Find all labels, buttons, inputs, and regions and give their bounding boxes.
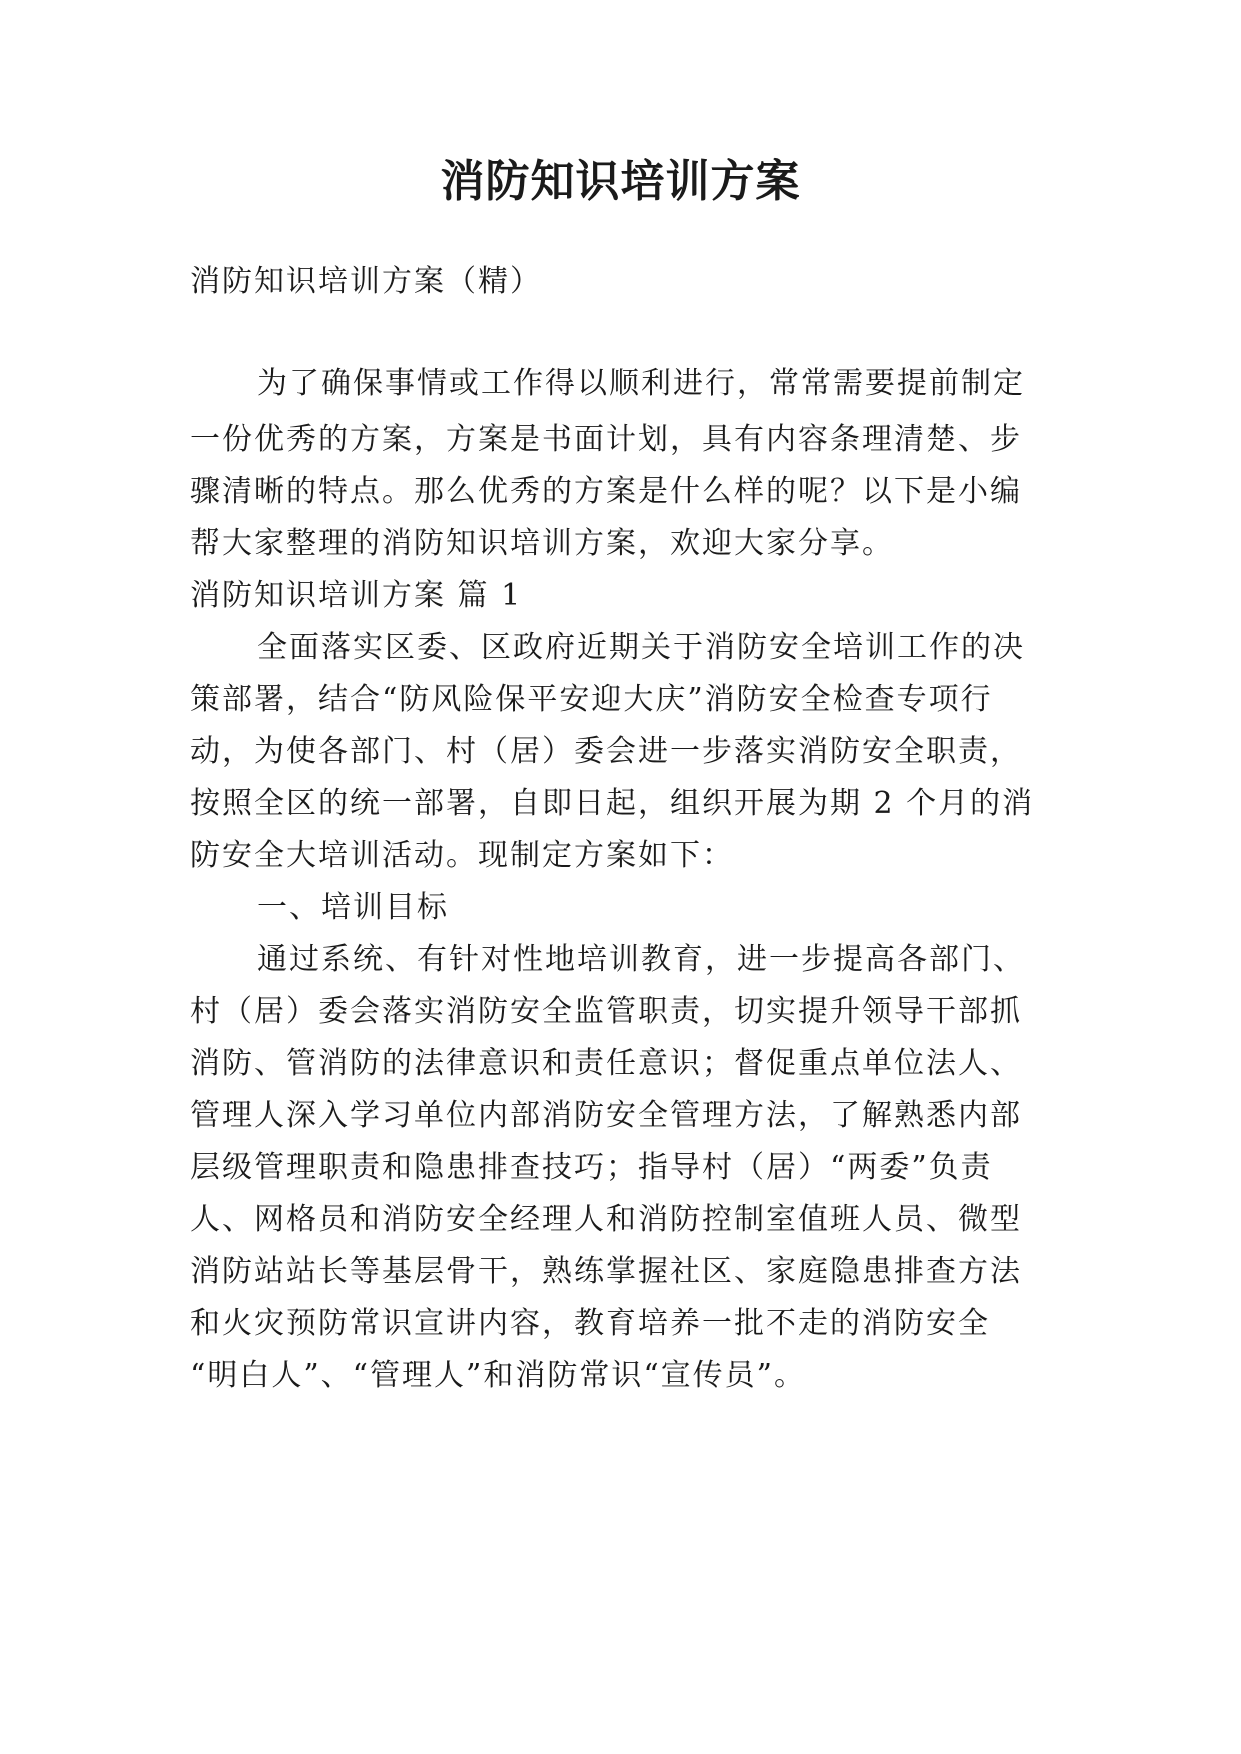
paragraph-line: 按照全区的统一部署，自即日起，组织开展为期 2 个月的消 — [190, 786, 1035, 821]
paragraph-line: 一份优秀的方案，方案是书面计划，具有内容条理清楚、步 — [190, 422, 1022, 457]
paragraph-line: 管理人深入学习单位内部消防安全管理方法，了解熟悉内部 — [190, 1098, 1022, 1133]
paragraph-line: 策部署，结合“防风险保平安迎大庆”消防安全检查专项行 — [190, 682, 993, 717]
section-heading: 消防知识培训方案 篇 1 — [190, 578, 523, 613]
paragraph-line: 和火灾预防常识宣讲内容，教育培养一批不走的消防安全 — [190, 1306, 990, 1341]
paragraph-line: 层级管理职责和隐患排查技巧；指导村（居）“两委”负责 — [190, 1150, 993, 1185]
paragraph-line: 动，为使各部门、村（居）委会进一步落实消防安全职责， — [190, 734, 1022, 769]
paragraph-line: 防安全大培训活动。现制定方案如下： — [190, 838, 734, 873]
section-heading: 一、培训目标 — [257, 890, 449, 925]
paragraph-line: 为了确保事情或工作得以顺利进行，常常需要提前制定 — [257, 366, 1025, 401]
paragraph-line: 村（居）委会落实消防安全监管职责，切实提升领导干部抓 — [190, 994, 1022, 1029]
paragraph-line: 消防、管消防的法律意识和责任意识；督促重点单位法人、 — [190, 1046, 1022, 1081]
paragraph-line: 帮大家整理的消防知识培训方案，欢迎大家分享。 — [190, 526, 894, 561]
document-title: 消防知识培训方案 — [440, 156, 801, 207]
paragraph-line: 人、网格员和消防安全经理人和消防控制室值班人员、微型 — [190, 1202, 1022, 1237]
document-subtitle: 消防知识培训方案（精） — [190, 264, 542, 299]
paragraph-line: 通过系统、有针对性地培训教育，进一步提高各部门、 — [257, 942, 1025, 977]
paragraph-line: “明白人”、“管理人”和消防常识“宣传员”。 — [190, 1358, 807, 1393]
paragraph-line: 消防站站长等基层骨干，熟练掌握社区、家庭隐患排查方法 — [190, 1254, 1022, 1289]
paragraph-line: 骤清晰的特点。那么优秀的方案是什么样的呢？以下是小编 — [190, 474, 1022, 509]
paragraph-line: 全面落实区委、区政府近期关于消防安全培训工作的决 — [257, 630, 1025, 665]
